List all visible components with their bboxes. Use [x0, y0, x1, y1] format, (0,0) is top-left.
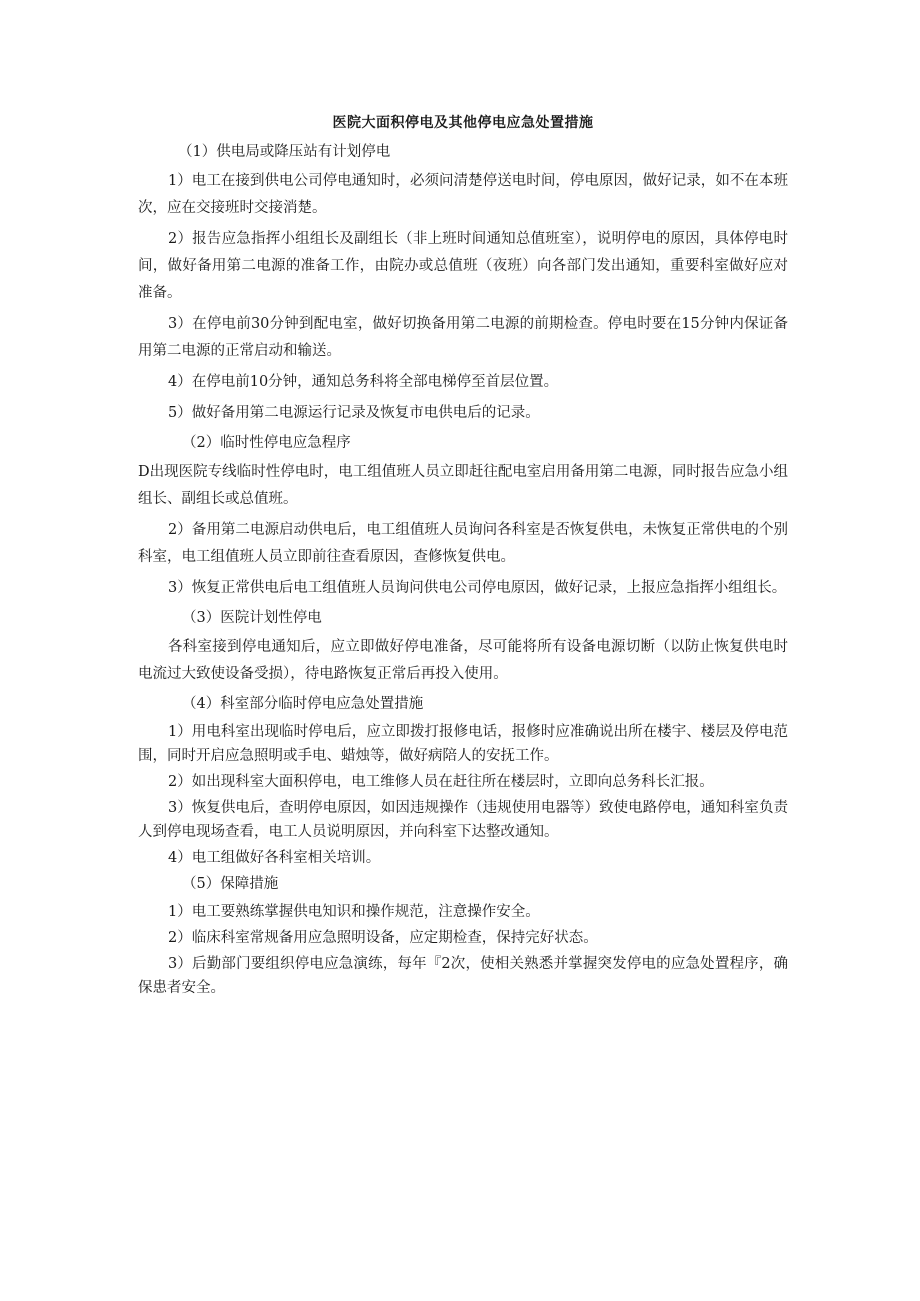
section-1-paragraph-3: 3）在停电前30分钟到配电室，做好切换备用第二电源的前期检查。停电时要在15分钟内保证备用第二电源的正常启动和输送。 — [138, 316, 788, 359]
section-1-paragraph-4: 4）在停电前10分钟，通知总务科将全部电梯停至首层位置。 — [168, 374, 559, 390]
section-1-paragraph-1: 1）电工在接到供电公司停电通知时，必须问清楚停送电时间，停电原因，做好记录，如不在本班次，应在交接班时交接消楚。 — [138, 173, 788, 216]
section-4-paragraph-2: 2）如出现科室大面积停电，电工维修人员在赶往所在楼层时，立即向总务科长汇报。 — [168, 774, 714, 790]
document-page — [138, 112, 788, 1002]
section-1-paragraph-2: 2）报告应急指挥小组组长及副组长（非上班时间通知总值班室），说明停电的原因，具体停电时间，做好备用第二电源的准备工作，由院办或总值班（夜班）向各部门发出通知，重要科室做好应对准备。 — [138, 231, 788, 301]
section-4-paragraph-4: 4）电工组做好各科室相关培训。 — [168, 850, 381, 866]
section-heading-5: （5）保障措施 — [182, 876, 279, 892]
section-3-paragraph-1: 各科室接到停电通知后，应立即做好停电准备，尽可能将所有设备电源切断（以防止恢复供电时电流过大致使设备受损），待电路恢复正常后再投入使用。 — [138, 639, 788, 682]
document-title: 医院大面积停电及其他停电应急处置措施 — [332, 115, 594, 131]
section-heading-3: （3）医院计划性停电 — [182, 610, 322, 626]
section-heading-2: （2）临时性停电应急程序 — [182, 435, 351, 451]
section-heading-1: （1）供电局或降压站有计划停电 — [178, 144, 391, 160]
section-5-paragraph-1: 1）电工要熟练掌握供电知识和操作规范，注意操作安全。 — [168, 904, 540, 920]
section-2-paragraph-3: 3）恢复正常供电后电工组值班人员询问供电公司停电原因，做好记录，上报应急指挥小组组长。 — [168, 580, 787, 596]
section-1-paragraph-5: 5）做好备用第二电源运行记录及恢复市电供电后的记录。 — [168, 405, 540, 421]
section-2-paragraph-1: D出现医院专线临时性停电时，电工组值班人员立即赶往配电室启用备用第二电源，同时报告应急小组组长、副组长或总值班。 — [138, 464, 788, 507]
section-heading-4: （4）科室部分临时停电应急处置措施 — [182, 696, 424, 712]
section-5-paragraph-3: 3）后勤部门要组织停电应急演练，每年『2次，使相关熟悉并掌握突发停电的应急处置程序，确保患者安全。 — [138, 956, 788, 996]
section-2-paragraph-2: 2）备用第二电源启动供电后，电工组值班人员询问各科室是否恢复供电，未恢复正常供电的个别科室，电工组值班人员立即前往查看原因，查修恢复供电。 — [138, 522, 788, 565]
section-4-paragraph-1: 1）用电科室出现临时停电后，应立即拨打报修电话，报修时应准确说出所在楼宇、楼层及停电范围，同时开启应急照明或手电、蜡烛等，做好病陪人的安抚工作。 — [138, 724, 788, 764]
section-4-paragraph-3: 3）恢复供电后，查明停电原因，如因违规操作（违规使用电器等）致使电路停电，通知科室负责人到停电现场查看，电工人员说明原因，并向科室下达整改通知。 — [138, 800, 788, 840]
section-5-paragraph-2: 2）临床科室常规备用应急照明设备，应定期检查，保持完好状态。 — [168, 930, 598, 946]
